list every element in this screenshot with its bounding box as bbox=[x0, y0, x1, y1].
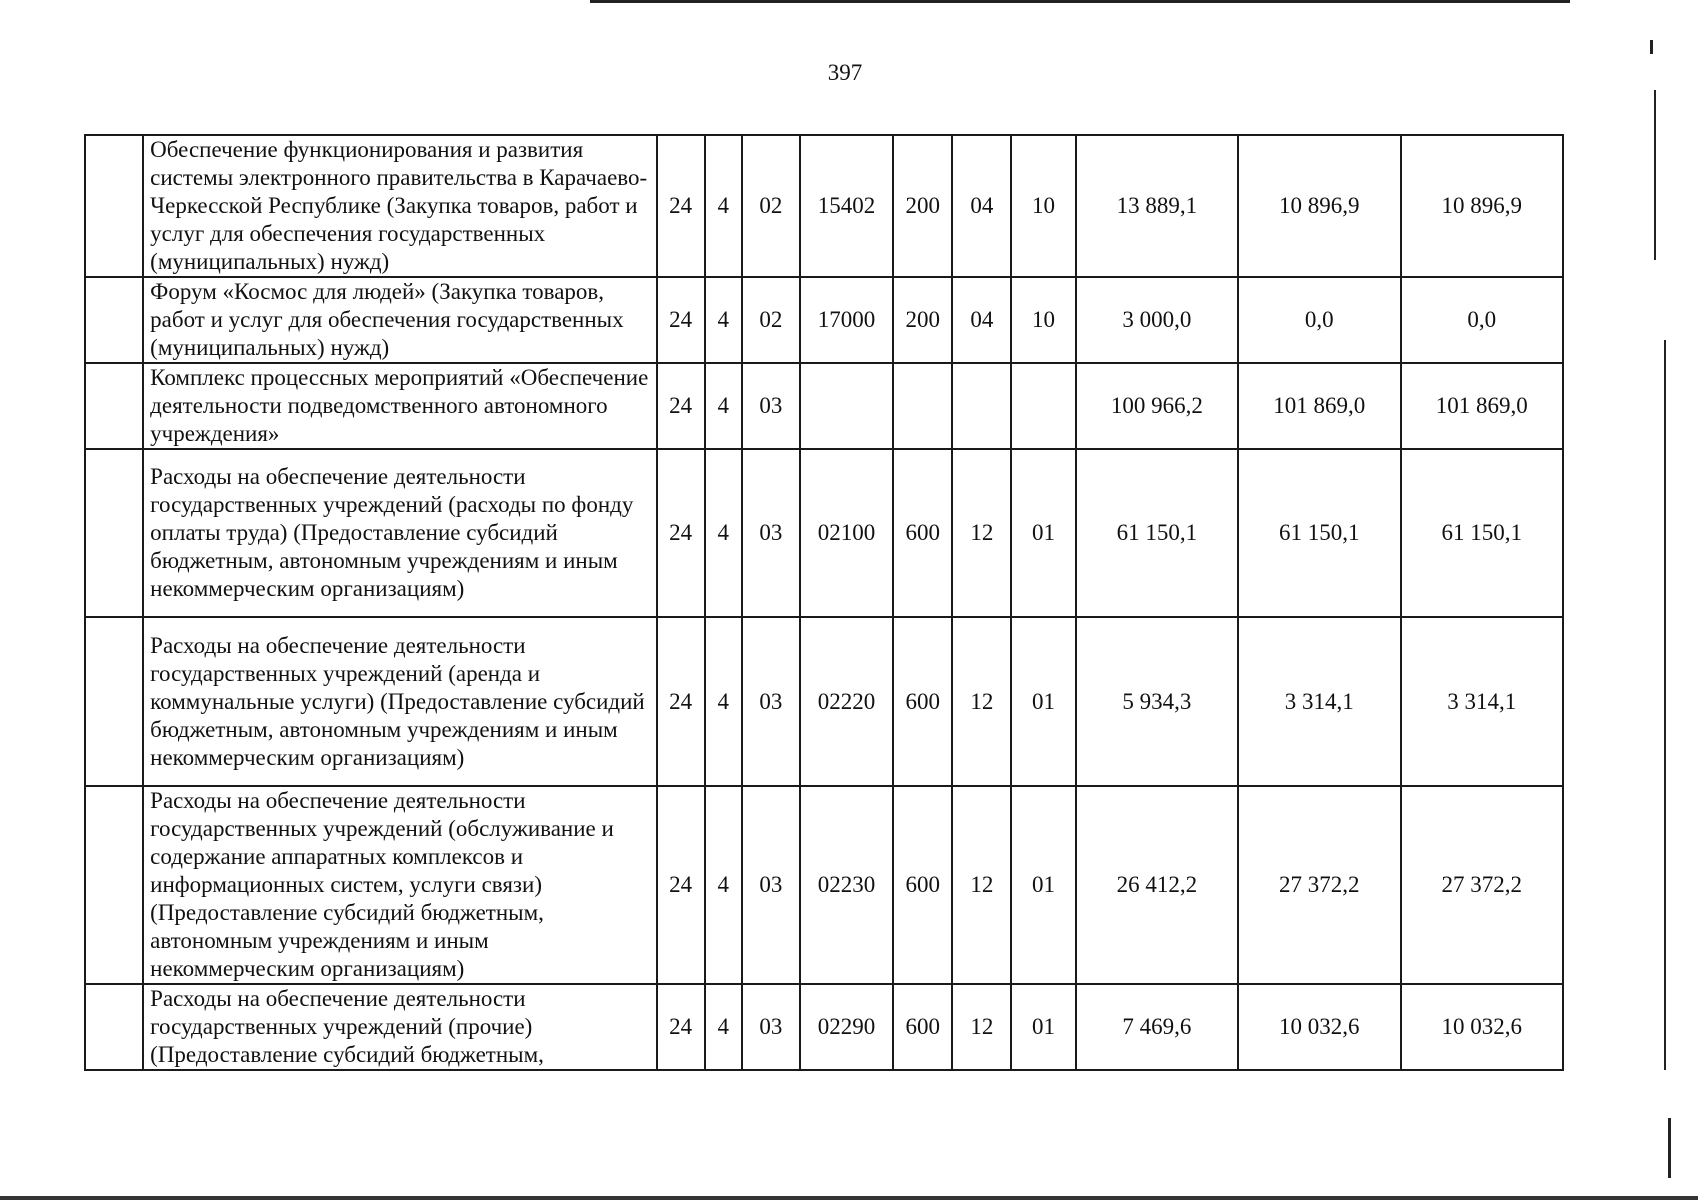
amount-cell: 61 150,1 bbox=[1076, 449, 1238, 617]
amount-cell: 27 372,2 bbox=[1401, 786, 1563, 984]
amount-cell: 10 032,6 bbox=[1238, 984, 1400, 1070]
margin-mark bbox=[1668, 1118, 1671, 1178]
amount-cell: 3 000,0 bbox=[1076, 277, 1238, 363]
code-cell: 04 bbox=[952, 277, 1011, 363]
code-cell bbox=[893, 363, 952, 449]
code-cell: 01 bbox=[1011, 449, 1075, 617]
row-description: Обеспечение функционирования и развития системы электронного правительства в Карачаево-Черкесской Республике (Закупка товаров, работ и услуг для обеспечения государственных (муниципальных) нужд) bbox=[143, 135, 656, 277]
code-cell: 4 bbox=[705, 135, 742, 277]
code-cell: 01 bbox=[1011, 984, 1075, 1070]
code-cell: 4 bbox=[705, 363, 742, 449]
code-cell: 02230 bbox=[800, 786, 893, 984]
code-cell: 02220 bbox=[800, 617, 893, 786]
row-number-cell bbox=[85, 786, 143, 984]
amount-cell: 7 469,6 bbox=[1076, 984, 1238, 1070]
table-row bbox=[85, 786, 1563, 984]
code-cell: 01 bbox=[1011, 786, 1075, 984]
code-cell: 4 bbox=[705, 786, 742, 984]
code-cell: 600 bbox=[893, 786, 952, 984]
code-cell: 02290 bbox=[800, 984, 893, 1070]
row-number-cell bbox=[85, 617, 143, 786]
code-cell: 02100 bbox=[800, 449, 893, 617]
code-cell: 12 bbox=[952, 617, 1011, 786]
code-cell bbox=[800, 363, 893, 449]
table-row bbox=[85, 617, 1563, 786]
code-cell: 15402 bbox=[800, 135, 893, 277]
code-cell bbox=[1011, 363, 1075, 449]
code-cell: 24 bbox=[657, 786, 705, 984]
amount-cell: 13 889,1 bbox=[1076, 135, 1238, 277]
scan-edge-top bbox=[590, 0, 1570, 3]
amount-cell: 61 150,1 bbox=[1401, 449, 1563, 617]
row-description: Расходы на обеспечение деятельности государственных учреждений (расходы по фонду оплаты труда) (Предоставление субсидий бюджетным, автономным учреждениям и иным некоммерческим организациям) bbox=[143, 449, 656, 617]
row-description: Расходы на обеспечение деятельности государственных учреждений (обслуживание и содержание аппаратных комплексов и информационных систем, услуги связи) (Предоставление субсидий бюджетным, автономным учреждениям и иным некоммерческим организациям) bbox=[143, 786, 656, 984]
code-cell: 12 bbox=[952, 984, 1011, 1070]
page-number: 397 bbox=[827, 60, 863, 85]
code-cell bbox=[952, 363, 1011, 449]
code-cell: 600 bbox=[893, 449, 952, 617]
code-cell: 4 bbox=[705, 449, 742, 617]
amount-cell: 100 966,2 bbox=[1076, 363, 1238, 449]
code-cell: 02 bbox=[742, 135, 800, 277]
code-cell: 200 bbox=[893, 135, 952, 277]
amount-cell: 101 869,0 bbox=[1401, 363, 1563, 449]
code-cell: 03 bbox=[742, 786, 800, 984]
code-cell: 24 bbox=[657, 277, 705, 363]
code-cell: 24 bbox=[657, 617, 705, 786]
code-cell: 17000 bbox=[800, 277, 893, 363]
code-cell: 200 bbox=[893, 277, 952, 363]
code-cell: 04 bbox=[952, 135, 1011, 277]
code-cell: 10 bbox=[1011, 277, 1075, 363]
row-description: Комплекс процессных мероприятий «Обеспечение деятельности подведомственного автономного учреждения» bbox=[143, 363, 656, 449]
amount-cell: 10 032,6 bbox=[1401, 984, 1563, 1070]
amount-cell: 3 314,1 bbox=[1401, 617, 1563, 786]
table-row bbox=[85, 363, 1563, 449]
code-cell: 02 bbox=[742, 277, 800, 363]
row-number-cell bbox=[85, 277, 143, 363]
amount-cell: 61 150,1 bbox=[1238, 449, 1400, 617]
scan-edge-bottom bbox=[0, 1196, 1698, 1200]
row-description: Форум «Космос для людей» (Закупка товаров, работ и услуг для обеспечения государственных (муниципальных) нужд) bbox=[143, 277, 656, 363]
table-row bbox=[85, 984, 1563, 1070]
amount-cell: 0,0 bbox=[1401, 277, 1563, 363]
code-cell: 4 bbox=[705, 277, 742, 363]
table-row bbox=[85, 449, 1563, 617]
row-number-cell bbox=[85, 135, 143, 277]
amount-cell: 3 314,1 bbox=[1238, 617, 1400, 786]
table-row bbox=[85, 135, 1563, 277]
code-cell: 24 bbox=[657, 984, 705, 1070]
code-cell: 4 bbox=[705, 617, 742, 786]
code-cell: 600 bbox=[893, 617, 952, 786]
code-cell: 24 bbox=[657, 135, 705, 277]
row-number-cell bbox=[85, 363, 143, 449]
margin-mark bbox=[1650, 40, 1653, 54]
code-cell: 24 bbox=[657, 363, 705, 449]
code-cell: 03 bbox=[742, 363, 800, 449]
code-cell: 12 bbox=[952, 449, 1011, 617]
amount-cell: 10 896,9 bbox=[1238, 135, 1400, 277]
amount-cell: 26 412,2 bbox=[1076, 786, 1238, 984]
code-cell: 03 bbox=[742, 449, 800, 617]
table-row bbox=[85, 277, 1563, 363]
code-cell: 03 bbox=[742, 617, 800, 786]
amount-cell: 10 896,9 bbox=[1401, 135, 1563, 277]
amount-cell: 0,0 bbox=[1238, 277, 1400, 363]
margin-mark bbox=[1654, 90, 1656, 260]
amount-cell: 5 934,3 bbox=[1076, 617, 1238, 786]
code-cell: 600 bbox=[893, 984, 952, 1070]
amount-cell: 101 869,0 bbox=[1238, 363, 1400, 449]
row-description: Расходы на обеспечение деятельности государственных учреждений (прочие) (Предоставление субсидий бюджетным, bbox=[143, 984, 656, 1070]
code-cell: 24 bbox=[657, 449, 705, 617]
budget-table bbox=[84, 134, 1564, 1071]
row-description: Расходы на обеспечение деятельности государственных учреждений (аренда и коммунальные услуги) (Предоставление субсидий бюджетным, автономным учреждениям и иным некоммерческим организациям) bbox=[143, 617, 656, 786]
code-cell: 4 bbox=[705, 984, 742, 1070]
amount-cell: 27 372,2 bbox=[1238, 786, 1400, 984]
code-cell: 12 bbox=[952, 786, 1011, 984]
code-cell: 01 bbox=[1011, 617, 1075, 786]
row-number-cell bbox=[85, 449, 143, 617]
code-cell: 03 bbox=[742, 984, 800, 1070]
row-number-cell bbox=[85, 984, 143, 1070]
margin-mark bbox=[1664, 340, 1666, 1070]
code-cell: 10 bbox=[1011, 135, 1075, 277]
